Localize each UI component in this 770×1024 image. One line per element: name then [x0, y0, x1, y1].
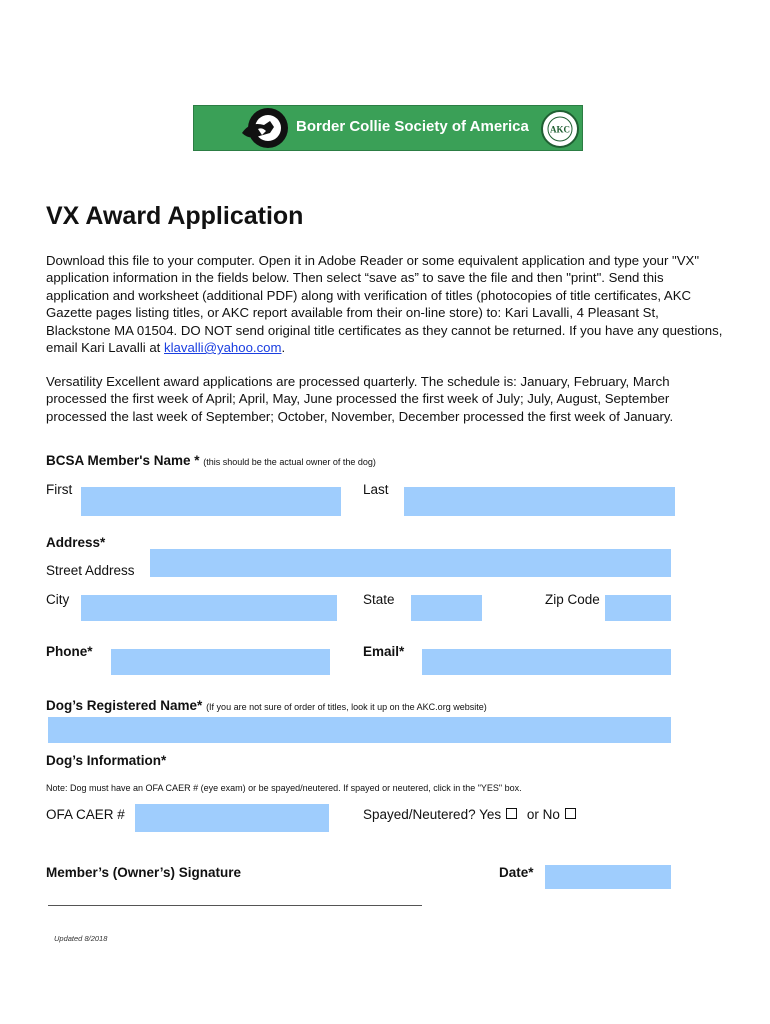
- member-name-note: (this should be the actual owner of the dog): [203, 457, 376, 467]
- signature-line: [48, 905, 422, 906]
- dog-registered-name-field[interactable]: [48, 717, 671, 743]
- schedule-paragraph: Versatility Excellent award applications are processed quarterly. The schedule is: January, February, March processed the first week of April; April, May, June processed the first week of July; July, August, September processed the last week of September; October, November, December processed the first week of January.: [46, 374, 674, 424]
- page-title: VX Award Application: [46, 202, 304, 230]
- dog-name-title: Dog’s Registered Name*: [46, 698, 207, 713]
- ofa-caer-label: OFA CAER #: [46, 807, 125, 822]
- intro-end: .: [281, 340, 286, 356]
- akc-seal-icon: [540, 109, 580, 149]
- first-name-label: First: [46, 482, 73, 497]
- email-label: Email*: [363, 644, 405, 659]
- street-address-field[interactable]: [150, 549, 671, 577]
- member-name-title: BCSA Member's Name *: [46, 453, 204, 468]
- phone-field[interactable]: [111, 649, 330, 675]
- signature-label: Member’s (Owner’s) Signature: [46, 865, 242, 880]
- bcsa-logo: [240, 107, 292, 149]
- yes-checkbox[interactable]: [506, 808, 517, 819]
- last-name-field[interactable]: [404, 487, 675, 516]
- org-name: Border Collie Society of America: [296, 118, 529, 135]
- email-field[interactable]: [422, 649, 671, 675]
- state-field[interactable]: [411, 595, 482, 621]
- email-link[interactable]: klavalli@yahoo.com: [164, 340, 282, 356]
- ofa-caer-field[interactable]: [135, 804, 329, 832]
- date-label: Date*: [499, 865, 534, 880]
- intro-text: Download this file to your computer. Open it in Adobe Reader or some equivalent application and type your "VX" application information in the fields below. Then select “save as” to save the file and then "print". Send this application and worksheet (additional PDF) along with verification of titles (photocopies of title certificates, AKC Gazette pages listing titles, or AKC report available from their on-line store) to: Kari Lavalli, 4 Pleasant St, Blackstone MA 01504. DO NOT send original title certificates as they cannot be returned. If you have any questions, email Kari Lavalli at: [46, 253, 723, 356]
- date-field[interactable]: [545, 865, 671, 889]
- zip-code-label: Zip Code: [545, 592, 600, 607]
- city-field[interactable]: [81, 595, 337, 621]
- yes-label: Yes: [479, 807, 502, 822]
- spayed-neutered-row: [363, 807, 576, 822]
- phone-label: Phone*: [46, 644, 93, 659]
- dog-info-note: Note: Dog must have an OFA CAER # (eye exam) or be spayed/neutered. If spayed or neutered, click in the "YES" box.: [46, 783, 522, 793]
- address-heading: Address*: [46, 535, 106, 550]
- no-checkbox[interactable]: [565, 808, 576, 819]
- updated-note: Updated 8/2018: [54, 934, 108, 943]
- state-label: State: [363, 592, 395, 607]
- dog-info-heading: Dog’s Information*: [46, 753, 167, 768]
- street-address-label: Street Address: [46, 563, 135, 578]
- or-label: or: [523, 807, 543, 822]
- intro-paragraph: [46, 252, 726, 356]
- city-label: City: [46, 592, 70, 607]
- member-name-heading: [46, 453, 376, 468]
- zip-code-field[interactable]: [605, 595, 671, 621]
- dog-name-heading: [46, 698, 487, 713]
- dog-name-note: (If you are not sure of order of titles, look it up on the AKC.org website): [206, 702, 487, 712]
- last-name-label: Last: [363, 482, 389, 497]
- spayed-neutered-label: Spayed/Neutered?: [363, 807, 480, 822]
- akc-seal-text: AKC: [550, 124, 570, 135]
- no-label: No: [542, 807, 560, 822]
- first-name-field[interactable]: [81, 487, 341, 516]
